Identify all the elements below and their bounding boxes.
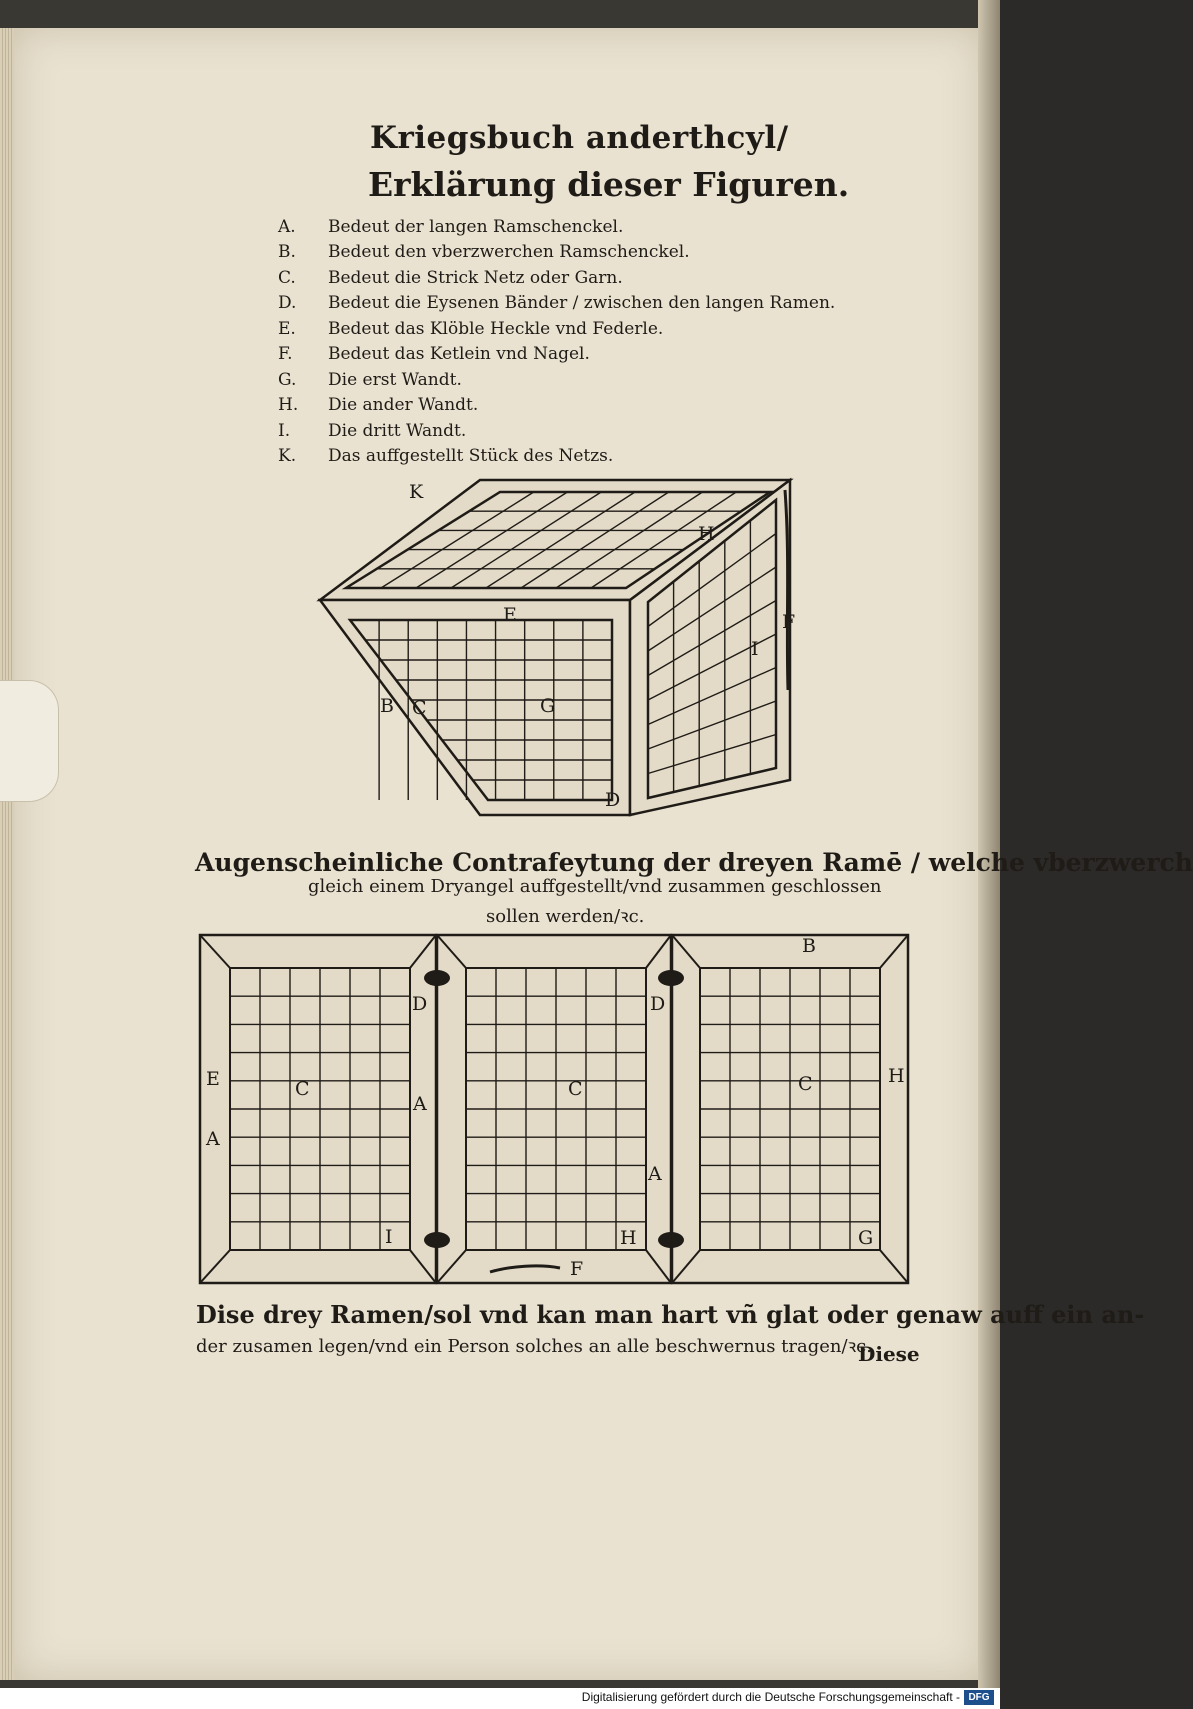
label-b: B [380, 695, 394, 717]
legend-text: Bedeut die Strick Netz oder Garn. [328, 267, 623, 288]
legend-key: F. [278, 344, 293, 365]
label-i: I [751, 638, 759, 660]
label-c: C [568, 1078, 583, 1100]
label-f: F [782, 611, 796, 633]
label-c: C [412, 697, 427, 719]
label-g: G [858, 1227, 874, 1249]
legend-key: K. [278, 446, 297, 467]
hinge-band [658, 1232, 684, 1248]
label-g: G [540, 695, 556, 717]
label-k: K [409, 481, 424, 503]
legend-key: H. [278, 395, 299, 416]
legend-key: E. [278, 318, 296, 339]
legend-key: D. [278, 293, 297, 314]
label-h: H [698, 523, 715, 545]
label-e: E [503, 604, 517, 626]
legend-text: Die ander Wandt. [328, 395, 479, 416]
label-c: C [798, 1073, 813, 1095]
legend-text: Bedeut die Eysenen Bänder / zwischen den langen Ramen. [328, 293, 836, 314]
figure-caption-line3: sollen werden/ꝛc. [486, 906, 645, 927]
legend-text: Die erst Wandt. [328, 369, 462, 390]
label-h: H [620, 1227, 637, 1249]
legend-key: C. [278, 267, 296, 288]
label-a: A [648, 1163, 662, 1185]
label-e: E [206, 1068, 220, 1090]
hinge-band [424, 970, 450, 986]
catchword: Diese [858, 1342, 920, 1366]
legend-text: Bedeut das Klöble Heckle vnd Federle. [328, 318, 664, 339]
label-d: D [412, 993, 428, 1015]
legend-key: B. [278, 242, 296, 263]
figure-caption-line2: gleich einem Dryangel auffgestellt/vnd zusammen geschlossen [308, 876, 882, 897]
legend-text: Bedeut der langen Ramschenckel. [328, 216, 624, 237]
label-a: A [206, 1128, 220, 1150]
label-a: A [413, 1093, 427, 1115]
legend-key: A. [278, 216, 296, 237]
page-header: Kriegsbuch anderthcyl/ [370, 120, 789, 156]
legend-text: Bedeut das Ketlein vnd Nagel. [328, 344, 590, 365]
label-h: H [888, 1065, 905, 1087]
hinge-band [424, 1232, 450, 1248]
label-i: I [385, 1226, 393, 1248]
page-title: Erklärung dieser Figuren. [368, 165, 850, 204]
label-d: D [605, 789, 621, 811]
legend-key: I. [278, 420, 291, 441]
hinge-band [658, 970, 684, 986]
label-c: C [295, 1078, 310, 1100]
body-text-line2: der zusamen legen/vnd ein Person solches an alle beschwernus tragen/ꝛc. [196, 1336, 872, 1357]
figure-caption-line1: Augenscheinliche Contrafeytung der dreyen Ramē / welche vberzwerch [195, 848, 1193, 877]
legend-text: Die dritt Wandt. [328, 420, 467, 441]
label-d: D [650, 993, 666, 1015]
label-f: F [570, 1258, 584, 1280]
label-b: B [802, 935, 816, 957]
legend-text: Bedeut den vberzwerchen Ramschenckel. [328, 242, 690, 263]
footer-credit: Digitalisierung gefördert durch die Deutsche Forschungsgemeinschaft - [581, 1690, 960, 1704]
dfg-logo: DFG [964, 1690, 994, 1705]
legend-key: G. [278, 369, 297, 390]
body-text-line1: Dise drey Ramen/sol vnd kan man hart vñ glat oder genaw auff ein an- [196, 1300, 1145, 1329]
legend-text: Das auffgestellt Stück des Netzs. [328, 446, 614, 467]
